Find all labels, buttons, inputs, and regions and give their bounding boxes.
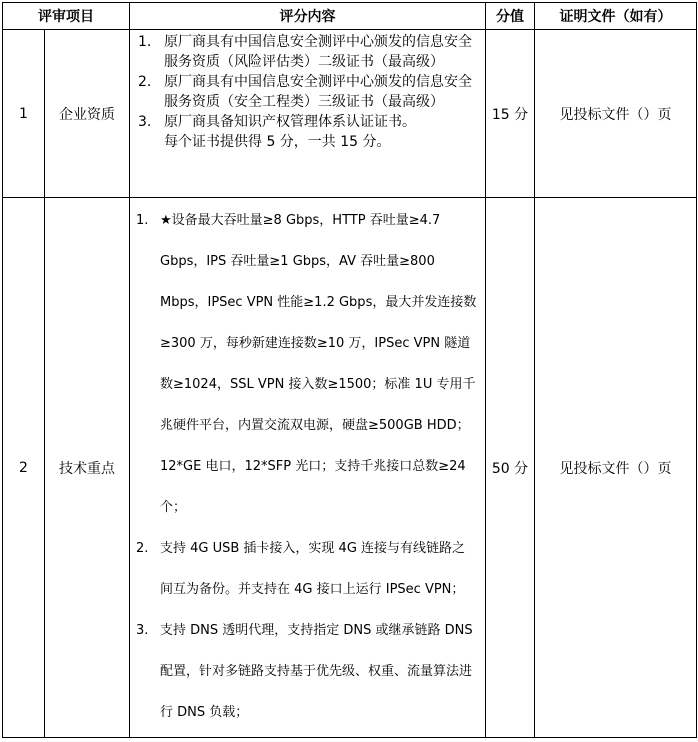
- list-number: 2.: [136, 541, 149, 556]
- row-content: [130, 30, 486, 198]
- list-number: 2.: [138, 74, 152, 90]
- header-row: [3, 3, 697, 30]
- row-proof: 见投标文件（）页: [535, 30, 697, 198]
- list-text: 支持 4G USB 插卡接入，实现 4G 连接与有线链路之间互为备份。并支持在 4G 接口上运行 IPSec VPN；: [160, 541, 466, 597]
- list-item: [130, 610, 485, 733]
- row-number: 1: [3, 30, 45, 198]
- list-text: 原厂商具有中国信息安全测评中心颁发的信息安全服务资质（风险评估类）二级证书（最高级）: [164, 34, 472, 70]
- content-list: [130, 198, 485, 733]
- row-content: [130, 198, 486, 738]
- list-number: 3.: [138, 114, 152, 130]
- list-number: 1.: [138, 34, 152, 50]
- list-item: [130, 112, 485, 152]
- list-text: 原厂商具有中国信息安全测评中心颁发的信息安全服务资质（安全工程类）三级证书（最高级）: [164, 74, 472, 110]
- header-content: 评分内容: [130, 3, 486, 30]
- header-item: 评审项目: [3, 3, 130, 30]
- row-score: 15 分: [486, 30, 535, 198]
- table-row: [3, 30, 697, 198]
- list-item: [130, 32, 485, 72]
- list-note: 每个证书提供得 5 分，一共 15 分。: [164, 134, 391, 150]
- list-item: [130, 72, 485, 112]
- table-row: [3, 198, 697, 738]
- scoring-table: [2, 2, 697, 738]
- row-item: 技术重点: [45, 198, 130, 738]
- header-proof: 证明文件（如有）: [535, 3, 697, 30]
- row-proof: 见投标文件（）页: [535, 198, 697, 738]
- list-number: 3.: [136, 623, 149, 638]
- list-text: ★设备最大吞吐量≥8 Gbps，HTTP 吞吐量≥4.7 Gbps，IPS 吞吐量≥1 Gbps，AV 吞吐量≥800 Mbps，IPSec VPN 性能≥1.2 Gbps，最大并发连接数≥300 万，每秒新建连接数≥10 万，IPSec VPN 隧道数≥1024，SSL VPN 接入数≥1500；标准 1U 专用千兆硬件平台，内置交流双电源，硬盘≥500GB HDD；12*GE 电口，12*SFP 光口；支持千兆接口总数≥24 个；: [160, 213, 477, 515]
- content-list: [130, 30, 485, 152]
- list-text: 原厂商具备知识产权管理体系认证证书。: [164, 114, 416, 130]
- row-item: 企业资质: [45, 30, 130, 198]
- list-number: 1.: [136, 213, 149, 228]
- row-score: 50 分: [486, 198, 535, 738]
- list-item: [130, 200, 485, 528]
- row-number: 2: [3, 198, 45, 738]
- header-score: 分值: [486, 3, 535, 30]
- list-text: 支持 DNS 透明代理，支持指定 DNS 或继承链路 DNS 配置，针对多链路支持基于优先级、权重、流量算法进行 DNS 负载；: [160, 623, 473, 720]
- list-item: [130, 528, 485, 610]
